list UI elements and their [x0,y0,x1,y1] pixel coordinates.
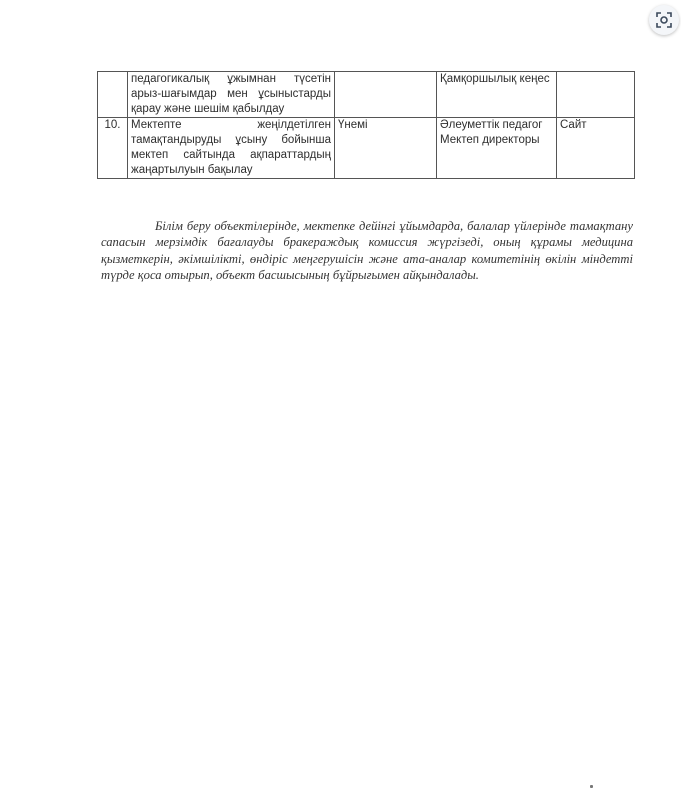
table-row [98,72,635,118]
row-description-cell [128,72,335,118]
lens-icon [655,11,673,29]
description-line: қарау және шешім қабылдау [131,103,285,115]
row-frequency-cell: Үнемі [335,118,437,179]
description-line: тамақтандыруды ұсыну бойынша [131,134,331,146]
description-line: арыз-шағымдар мен ұсыныстарды [131,88,331,100]
row-responsible-cell [437,118,557,179]
responsible-line: кеңес [519,73,550,85]
body-paragraph [101,218,633,284]
description-line: жаңартылуын бақылау [131,164,253,176]
row-number-cell [98,72,128,118]
responsible-line: Қамқоршылық [440,73,517,85]
row-place-cell [557,72,635,118]
row-place-cell: Сайт [557,118,635,179]
lens-search-button[interactable] [649,5,679,35]
paragraph-text: Білім беру объектілерінде, мектепке дейінгі ұйымдарда, балалар үйлерінде тамақтану сапасын мерзімдік бағалауды бракераждық комиссия жүргізеді, оның құрамы медицина қызметкерін, әкімшілікті, өндіріс меңгерушісін және ата-аналар комитетінің өкілін міндетті түрде қоса отырып, объект басшысының бұйрығымен айқындалады. [101,218,633,283]
scan-speck [590,785,593,788]
document-table [97,71,635,179]
responsible-line: Әлеуметтік педагог [440,119,543,131]
row-frequency-cell [335,72,437,118]
row-number-cell: 10. [98,118,128,179]
description-line: мектеп сайтында ақпараттардың [131,149,331,161]
row-description-cell [128,118,335,179]
responsible-line: Мектеп директоры [440,134,540,146]
row-responsible-cell [437,72,557,118]
table-row [98,118,635,179]
description-line: педагогикалық ұжымнан түсетін [131,73,331,85]
description-line: Мектепте жеңілдетілген [131,119,331,131]
